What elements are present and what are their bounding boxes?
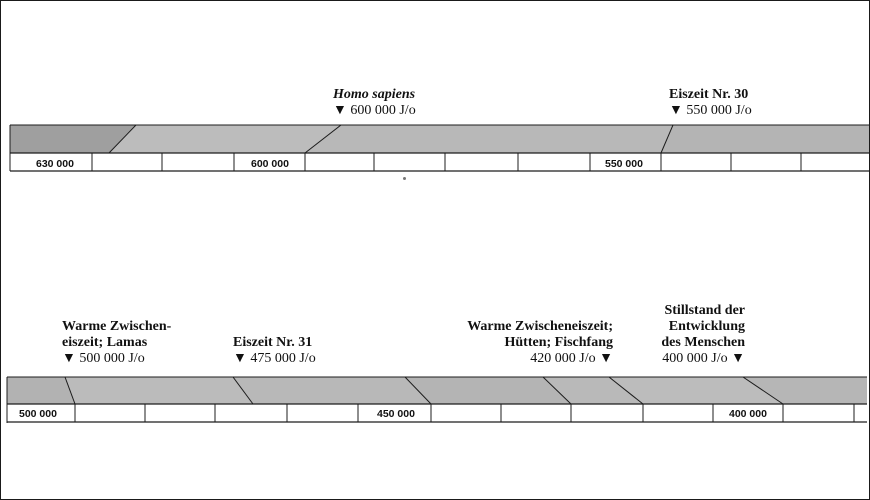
event-title: Homo sapiens <box>333 87 416 102</box>
event-warme-zwischeneiszeit-lamas <box>62 319 171 367</box>
bottom-scale-label-2: 450 000 <box>377 408 415 420</box>
top-scale-label-1: 630 000 <box>36 158 74 170</box>
event-title-line-1: Stillstand der <box>664 303 745 318</box>
top-scale-label-3: 550 000 <box>605 158 643 170</box>
down-triangle-icon: ▼ <box>599 351 613 366</box>
top-band-segment-2 <box>109 125 341 153</box>
bottom-band-segment-3 <box>233 377 431 404</box>
top-band-segment-4 <box>661 125 869 153</box>
event-date: ▼ 600 000 J/o <box>333 103 416 118</box>
event-eiszeit-30 <box>669 87 752 119</box>
event-stillstand <box>661 303 745 367</box>
speck <box>403 177 406 180</box>
event-homo-sapiens <box>333 87 416 119</box>
event-warme-zwischeneiszeit-huetten <box>467 319 613 367</box>
event-date: 420 000 J/o ▼ <box>530 351 613 366</box>
down-triangle-icon: ▼ <box>669 103 683 118</box>
event-eiszeit-31 <box>233 335 316 367</box>
bottom-scale-label-3: 400 000 <box>729 408 767 420</box>
bottom-band-segment-2 <box>65 377 253 404</box>
timeline-bottom <box>1 371 869 500</box>
bottom-band-segment-4 <box>405 377 571 404</box>
down-triangle-icon: ▼ <box>333 103 347 118</box>
down-triangle-icon: ▼ <box>731 351 745 366</box>
event-title-line-2: eiszeit; Lamas <box>62 335 148 350</box>
down-triangle-icon: ▼ <box>62 351 76 366</box>
down-triangle-icon: ▼ <box>233 351 247 366</box>
event-title-line-1: Warme Zwischeneiszeit; <box>467 319 613 334</box>
event-date: ▼ 475 000 J/o <box>233 351 316 366</box>
top-band-segment-3 <box>305 125 673 153</box>
bottom-band-segment-1 <box>7 377 75 404</box>
top-scale-label-2: 600 000 <box>251 158 289 170</box>
top-scale-ticks <box>92 153 801 171</box>
event-title: Eiszeit Nr. 30 <box>669 87 749 102</box>
event-title: Eiszeit Nr. 31 <box>233 335 313 350</box>
event-title-line-2: Entwicklung <box>668 319 745 334</box>
event-title-line-3: des Menschen <box>661 335 745 350</box>
event-date: ▼ 550 000 J/o <box>669 103 752 118</box>
event-date: 400 000 J/o ▼ <box>662 351 745 366</box>
event-title-line-2: Hütten; Fischfang <box>504 335 613 350</box>
bottom-scale-label-1: 500 000 <box>19 408 57 420</box>
event-title-line-1: Warme Zwischen- <box>62 319 172 334</box>
event-date: ▼ 500 000 J/o <box>62 351 145 366</box>
